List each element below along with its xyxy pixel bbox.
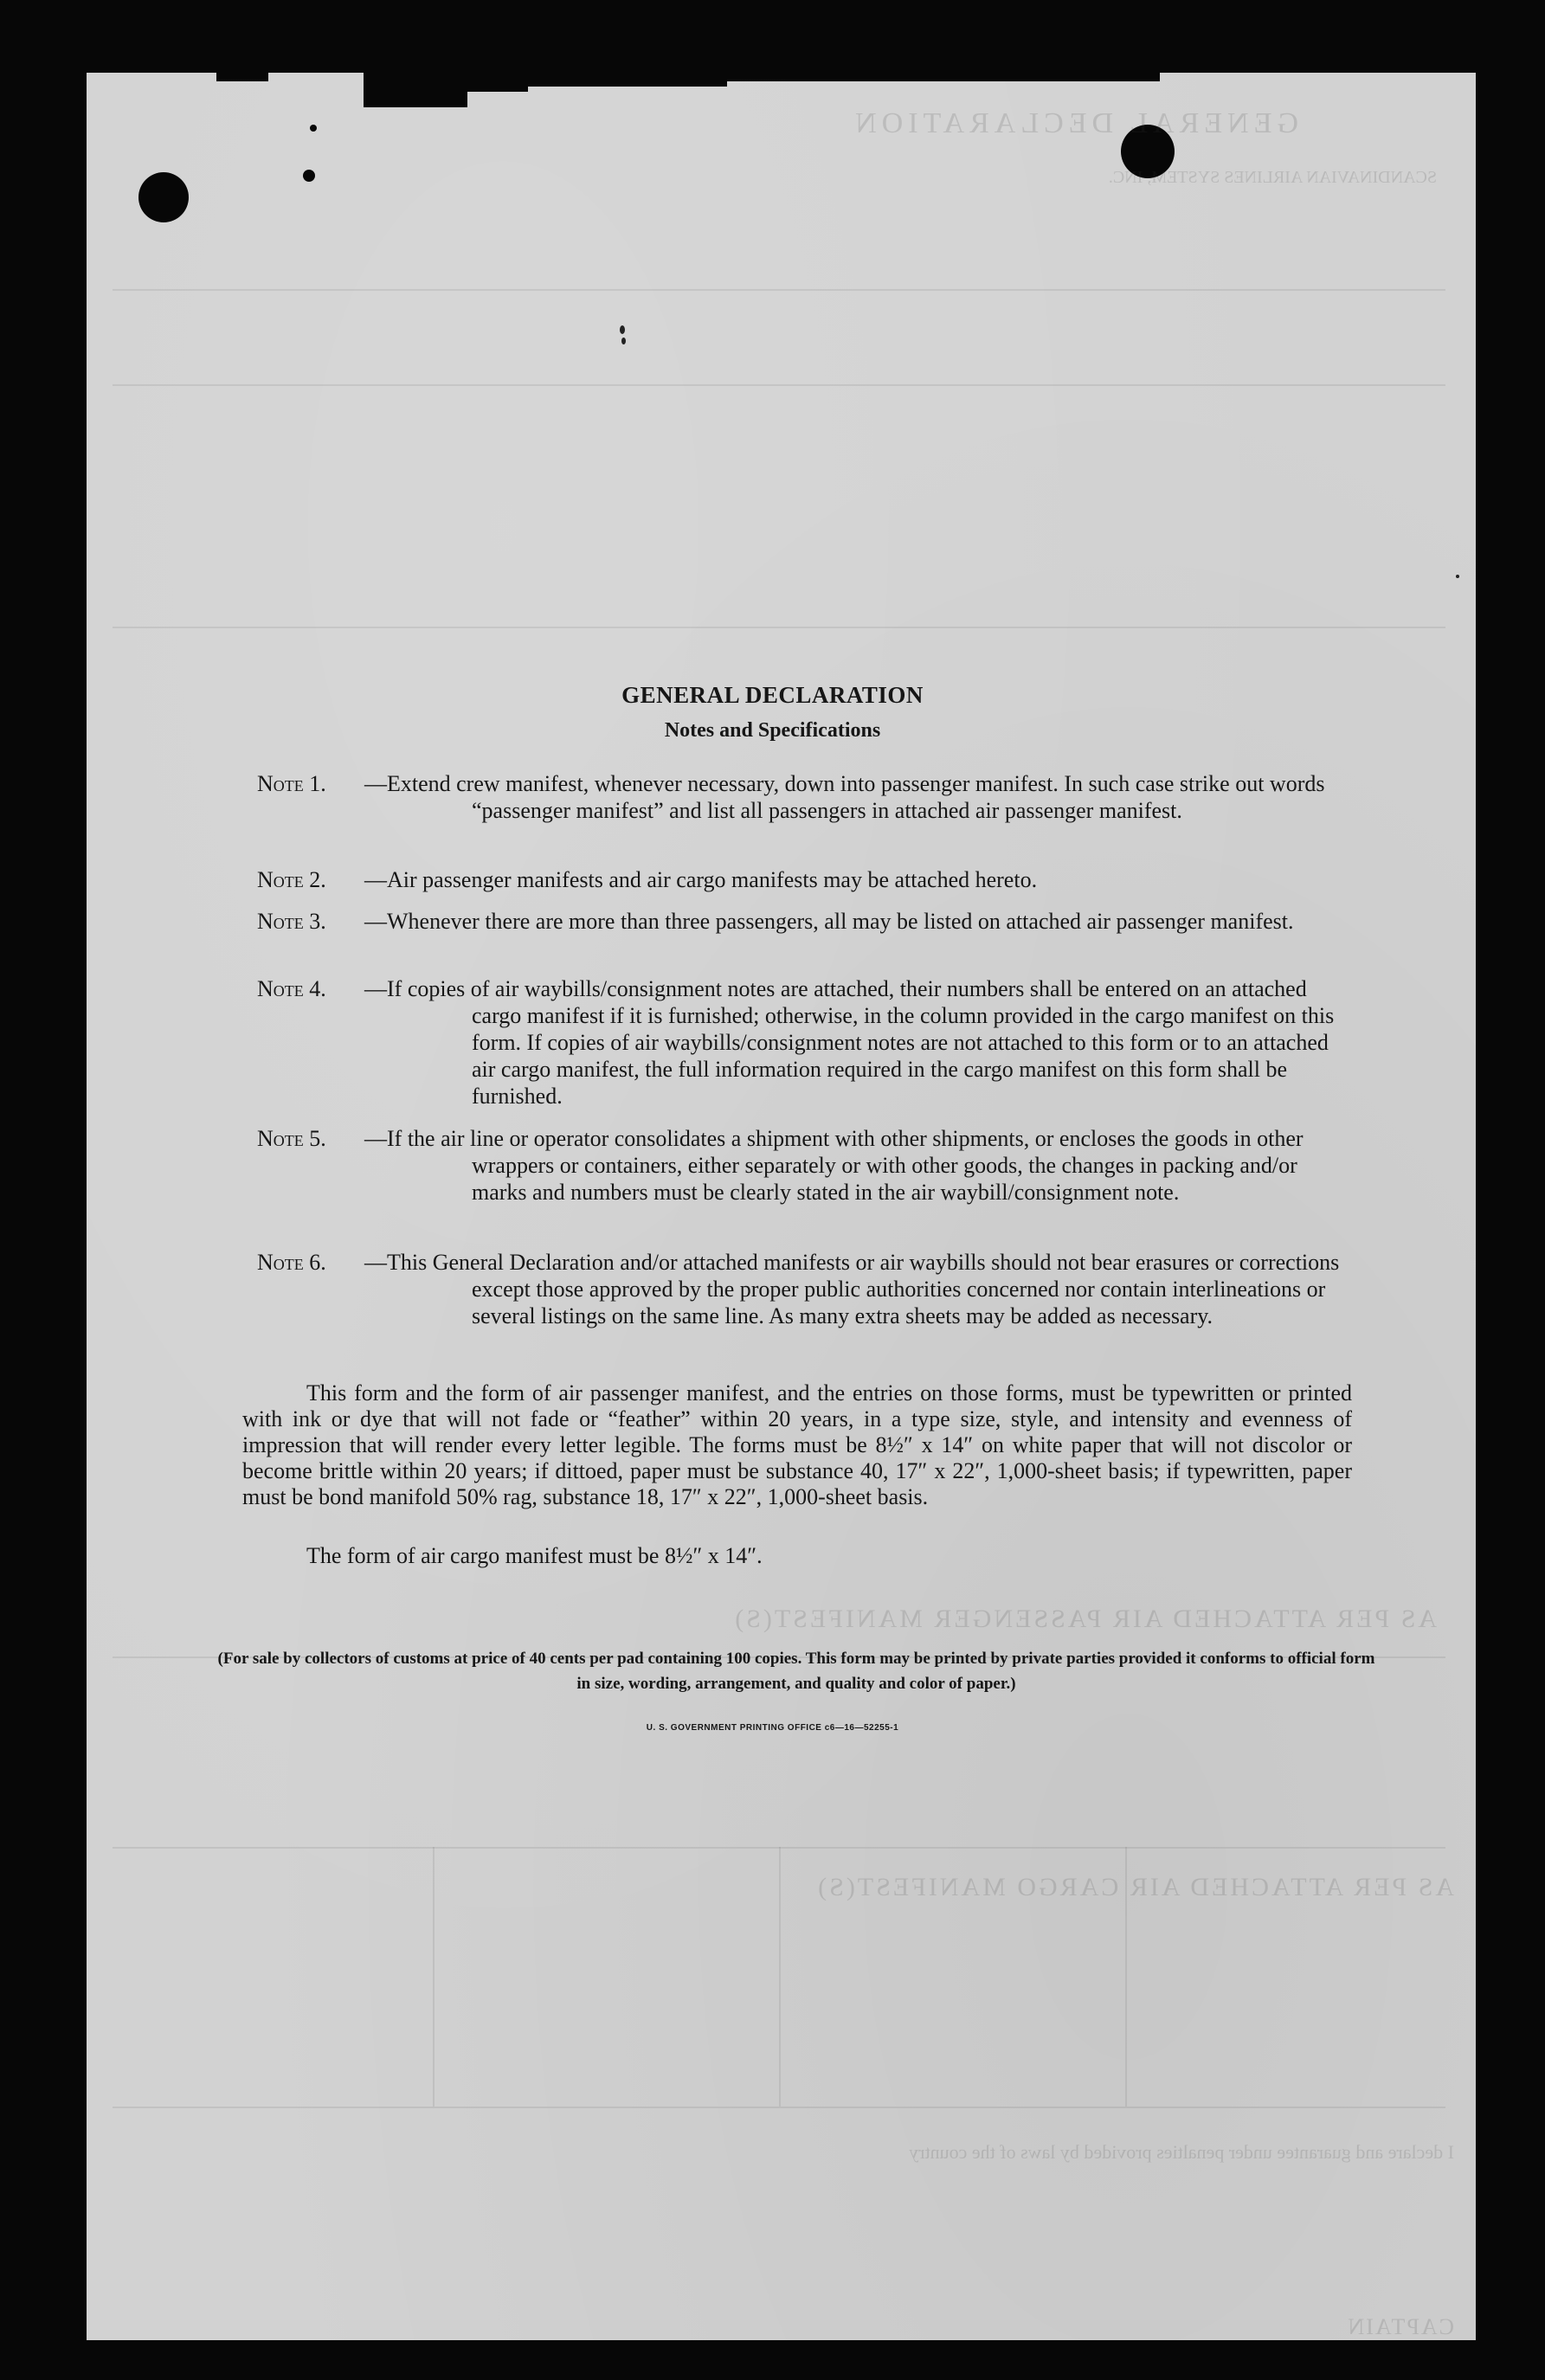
note-4 [257,975,1352,1110]
note-3 [257,908,1352,935]
bleed-through-rule [113,2107,1445,2108]
bleed-through-rule [113,627,1445,628]
bleed-through-text: I declare and guarantee under penalties provided by laws of the country [909,2141,1454,2163]
torn-edge [467,68,528,92]
note-label: Note 3. [257,909,326,934]
ink-speck [1456,575,1459,578]
note-1 [257,770,1352,824]
note-text: —Air passenger manifests and air cargo manifests may be attached hereto. [364,867,1038,892]
bleed-through-text: GENERAL DECLARATION [850,107,1298,139]
bleed-through-text: CAPTAIN [1346,2314,1454,2339]
bleed-through-rule [113,384,1445,386]
cargo-manifest-size-line: The form of air cargo manifest must be 8½″ x 14″. [306,1543,763,1568]
bleed-through-rule [433,1847,435,2107]
bleed-through-text: AS PER ATTACHED AIR CARGO MANIFEST(S) [815,1873,1454,1901]
torn-edge [364,68,467,107]
torn-edge [216,68,268,81]
bleed-through-rule [779,1847,781,2107]
torn-edge [528,68,727,87]
punch-hole [310,125,317,132]
ink-speck [621,338,626,344]
note-text: —Whenever there are more than three passengers, all may be listed on attached air passenger manifest. [364,909,1294,934]
sale-notice: (For sale by collectors of customs at price of 40 cents per pad containing 100 copies. This form may be printed by private parties provided it conforms to official form in size, wording, arrangement, and quality and color of paper.) [217,1650,1375,1693]
note-text: —If copies of air waybills/consignment notes are attached, their numbers shall be entered on an attached cargo manifest if it is furnished; otherwise, in the column provided in the cargo manifest on this form. If copies of air waybills/consignment notes are not attached to this form or to an attached air cargo manifest, the full information required in the cargo manifest on this form shall be furnished. [364,976,1335,1109]
paper-specification-paragraph: This form and the form of air passenger manifest, and the entries on those forms, must be typewritten or printed with ink or dye that will not fade or “feather” within 20 years, in a type size, style, and intensity and evenness of impression that will render every letter legible. The forms must be 8½″ x 14″ on white paper that will not discolor or become brittle within 20 years; if dittoed, paper must be substance 40, 17″ x 22″, 1,000-sheet basis; if typewritten, paper must be bond manifold 50% rag, substance 18, 17″ x 22″, 1,000-sheet basis. [242,1380,1352,1509]
note-label: Note 5. [257,1126,326,1151]
note-label: Note 2. [257,867,326,892]
punch-hole [303,170,315,182]
bleed-through-rule [113,289,1445,291]
note-label: Note 1. [257,771,326,796]
note-label: Note 6. [257,1250,326,1275]
ink-speck [620,325,625,334]
page-title: GENERAL DECLARATION [621,682,924,708]
note-5 [257,1125,1352,1206]
note-6 [257,1249,1352,1329]
note-text: —Extend crew manifest, whenever necessary, down into passenger manifest. In such case strike out words “passenger manifest” and list all passengers in attached air passenger manifest. [364,771,1325,823]
torn-edge [727,68,1160,81]
note-2 [257,866,1352,893]
document-page [87,73,1476,2340]
note-text: —If the air line or operator consolidates a shipment with other shipments, or encloses the goods in other wrappers or containers, either separately or with other goods, the changes in packing and/or marks and numbers must be clearly stated in the air waybill/consignment note. [364,1126,1304,1205]
punch-hole [138,172,189,222]
printing-office-imprint: U. S. GOVERNMENT PRINTING OFFICE c6—16—52255-1 [646,1723,899,1733]
page-subtitle: Notes and Specifications [664,719,881,742]
bleed-through-text: SCANDINAVIAN AIRLINES SYSTEM, INC. [1108,168,1437,187]
note-label: Note 4. [257,976,326,1001]
note-text: —This General Declaration and/or attached manifests or air waybills should not bear erasures or corrections except those approved by the proper public authorities concerned nor contain interlineations or several listings on the same line. As many extra sheets may be added as necessary. [364,1250,1340,1328]
bleed-through-text: AS PER ATTACHED AIR PASSENGER MANIFEST(S) [732,1605,1437,1633]
